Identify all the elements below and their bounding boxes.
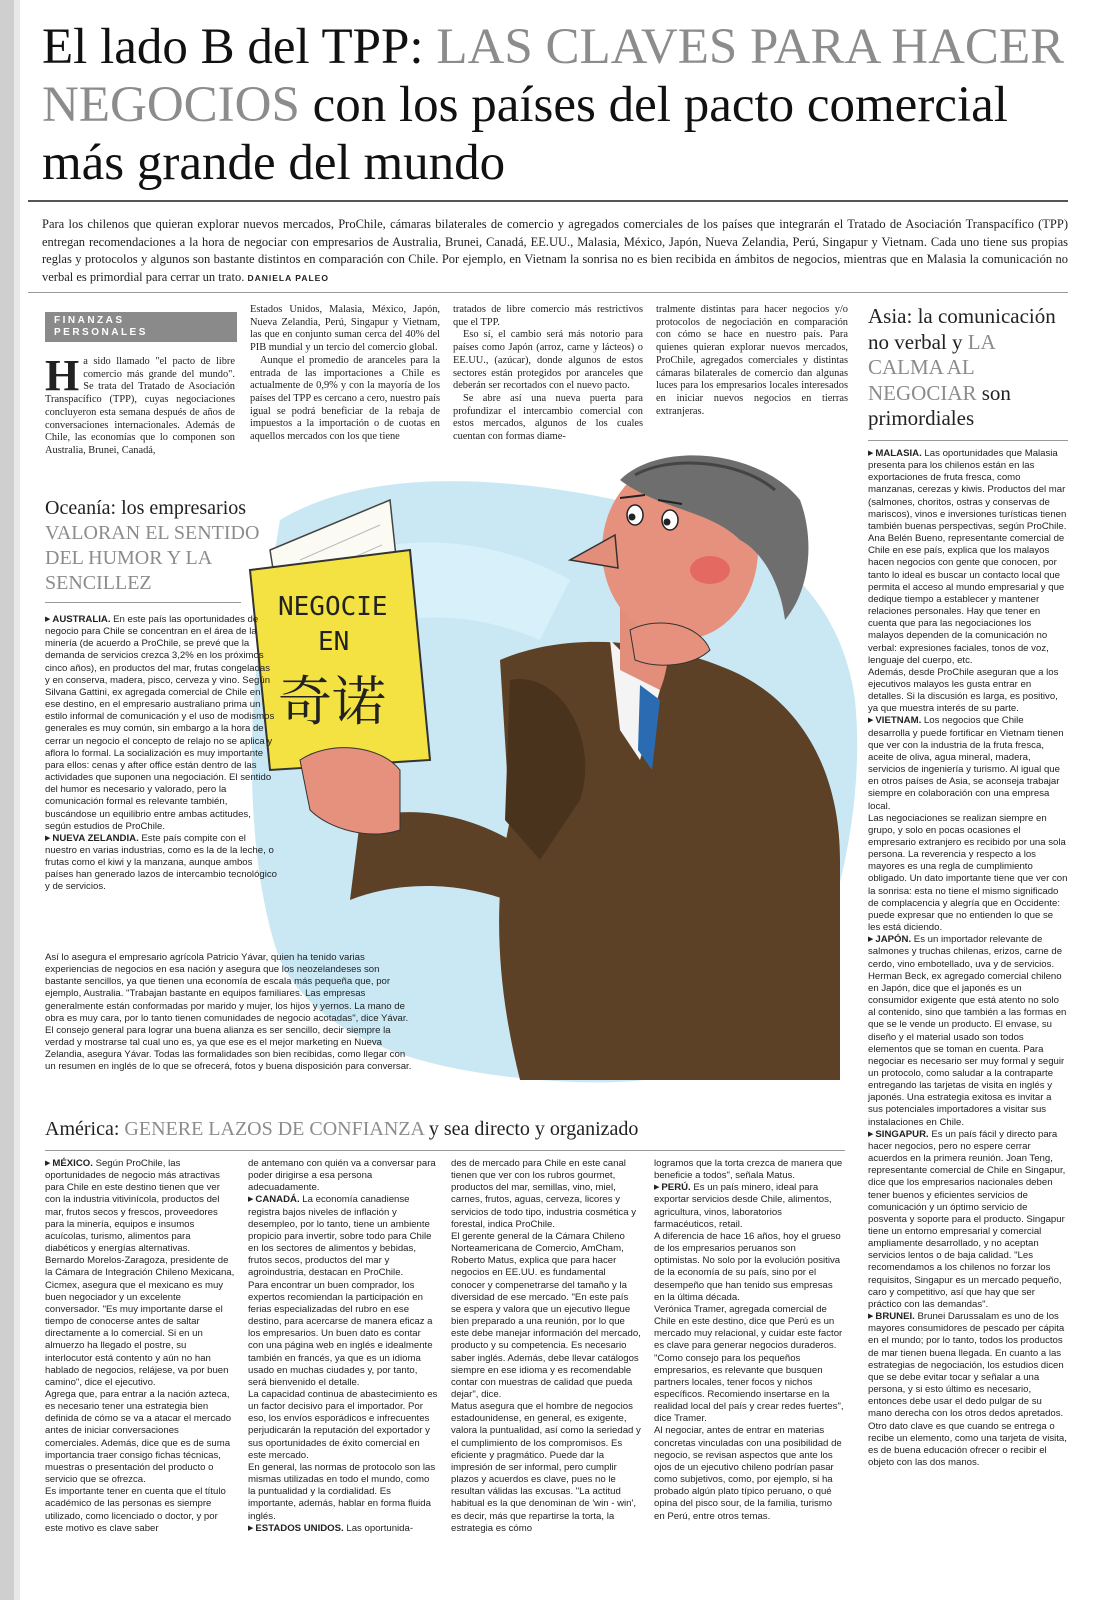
oceania-body <box>45 614 277 894</box>
asia-title <box>868 304 1068 432</box>
america-title-part1: América: <box>45 1118 125 1140</box>
intro-col1-text: a sido llamado "el pacto de libre comercio más grande del mundo". Se trata del Tratado de Asociación Transpacífico (TPP), cuyas negociaciones concluyeron esta semana después de años de conversaciones internacionales. Además de Chile, las economías que lo componen son Australia, Brunei, Canadá, <box>45 356 235 456</box>
headline-rule <box>28 200 1068 202</box>
headline <box>42 18 1082 192</box>
headline-part3: con los países del pacto comercial más grande del mundo <box>42 77 1008 191</box>
malasia-text: Las oportunidades que Malasia presenta para los chilenos están en las exportaciones de fruta fresca, como manzanas, cerezas y kiwis. Productos del mar (salmones, choritos, ostras y conservas de mariscos), vinos e inversiones turísticas tienen también buenas perspectivas, según ProChile. <box>868 448 1067 532</box>
eeuu-text: Las oportunida- <box>343 1522 414 1534</box>
nz-label: NUEVA ZELANDIA. <box>52 832 139 844</box>
bullet-icon: ▶ <box>868 717 874 725</box>
japon-text: Es un importador relevante de salmones y truchas chilenas, erizos, carne de cerdo, vino embotellado, uva y de servicios. Herman Beck, ex agregado comercial chileno en Japón, dice que el japonés es un consumidor exigente que está atento no solo al contenido, sino que también a las formas en que se le vende un producto. El envase, su diseño y el material usado son todos elementos que se toman en cuenta. Para negociar es necesario ser muy formal y seguir un protocolo, como saludar a la contraparte entregando las tarjetas de visita en inglés y japonés. Una estrategia exitosa es invitar a sus potenciales importadores a visitar sus instalaciones en Chile. <box>868 934 1067 1128</box>
intro-col3-p3: Se abre así una nueva puerta para profundizar el intercambio comercial con estos mercados, algunos de los cuales cuentan con formas diame- <box>453 392 643 443</box>
mexico-p4: Es importante tener en cuenta que el título académico de las personas es siempre utilizado, como licenciado o doctor, y por este motivo es clave saber <box>45 1486 226 1534</box>
bullet-icon: ▶ <box>868 450 874 457</box>
intro-col2-p1: Estados Unidos, Malasia, México, Japón, Nueva Zelandia, Perú, Singapur y Vietnam, las que en conjunto suman cerca del 40% del PIB mundial y un tercio del comercio global. <box>250 304 440 354</box>
asia-title-part1: Asia: la comunicación no verbal y <box>868 304 1056 354</box>
section-tag-line1: FINANZAS <box>54 315 125 326</box>
america-title-part3: y sea directo y organizado <box>423 1118 639 1140</box>
bullet-icon: ▶ <box>868 936 874 944</box>
canada-label: CANADÁ. <box>255 1194 300 1206</box>
headline-part2: LAS CLAVES PARA HACER NEGOCIOS <box>42 19 1065 133</box>
sign-line-3: 奇诺 <box>278 670 386 733</box>
oceania-title-part1: Oceanía: los empresarios <box>45 497 247 519</box>
peru-label: PERÚ. <box>661 1182 691 1194</box>
oceania-title <box>45 496 285 596</box>
canada-p4: En general, las normas de protocolo son las mismas utilizadas en todo el mundo, como la puntualidad y la cordialidad. Es importante, además, hablar en forma fluida inglés. <box>248 1461 436 1522</box>
japon-label: JAPÓN. <box>875 934 912 946</box>
malasia-p3: Además, desde ProChile aseguran que a los ejecutivos malayos les gusta entrar en detalles. Si la discusión es larga, es positivo, ya que muestra interés de su parte. <box>868 666 1059 715</box>
america-title <box>45 1116 855 1142</box>
brunei-label: BRUNEI. <box>875 1311 915 1323</box>
peru-text: Es un país minero, ideal para exportar servicios desde Chile, alimentos, agricultura, vinos, laboratorios farmacéuticos, retail. <box>654 1182 832 1230</box>
intro-col3-p1: tratados de libre comercio más restrictivos que el TPP. <box>453 304 643 328</box>
nz-p2: Así lo asegura el empresario agrícola Patricio Yávar, quien ha tenido varias experiencias de negocios en esa nación y asegura que los neozelandeses son bastante sencillos, ya que tienen una economía de escala más pequeña que, por ejemplo, Australia. "Trabajan bastante en equipos familiares. Las empresas generalmente están conformadas por marido y mujer, los hijos y yernos. La mano de obra es muy cara, por lo tanto tienen comunidades de negocio acotadas", dice Yávar. <box>45 952 409 1024</box>
intro-col-1 <box>45 351 235 458</box>
deck-rule <box>28 292 1068 293</box>
nz-text: Este país compite con el nuestro en varias industrias, como es la de la leche, o frutas como el kiwi y la manzana, aunque ambos países han generado lazos de intercambio tecnológico y de servicios. <box>45 832 278 893</box>
left-margin-bar-inner <box>14 0 20 1600</box>
intro-col3-p2: Eso sí, el cambio será más notorio para países como Japón (arroz, carne y lácteos) o EE.UU., (azúcar), donde algunos de estos sectores están protegidos por aranceles que deberán ser recortados con el nuevo pacto. <box>453 329 643 392</box>
america-col-1 <box>45 1158 235 1535</box>
intro-col-4 <box>656 304 848 418</box>
deck <box>42 216 1068 287</box>
intro-col-2 <box>250 304 440 444</box>
deck-text: Para los chilenos que quieran explorar nuevos mercados, ProChile, cámaras bilaterales de comercio y agregados comerciales de los países que integrarán el Tratado de Asociación Transpacífico (TPP) entregan recomendaciones a la hora de negociar con empresarios de Australia, Brunei, Canadá, EE.UU., Malasia, México, Japón, Nueva Zelandia, Perú, Singapur y Vietnam. Cada uno tiene sus propias reglas y protocolos y algunos son bastante distintos en comparación con Chile. Por ejemplo, en Vietnam la sonrisa no es bien recibida en ámbitos de negocios, mientras que en Malasia la comunicación no verbal es primordial para cerrar un trato. <box>42 217 1068 284</box>
dropcap: H <box>45 351 80 400</box>
peru-p3: Verónica Tramer, agregada comercial de Chile en este destino, dice que Perú es un mercado muy relacional, y cuidar este factor es clave para generar negocios duraderos. "Como consejo para los pequeños empresarios, es relevante que busquen partners locales, tener focos y nichos específicos. Recomiendo insertarse en la realidad local del país y crear redes fuertes", dice Tramer. <box>654 1303 844 1425</box>
asia-body <box>868 448 1068 1469</box>
australia-label: AUSTRALIA. <box>52 614 111 625</box>
left-margin-bar <box>0 0 14 1600</box>
eeuu-label: ESTADOS UNIDOS. <box>255 1522 344 1534</box>
america-col3-p3: Matus asegura que el hombre de negocios estadounidense, en general, es exigente, valora la puntualidad, así como la seriedad y el cumplimiento de los compromisos. Es eficiente y pragmático. Puede dar la impresión de ser informal, pero cumplir plazos y acuerdos es clave, pues no le resultan válidas las excusas. "La actitud habitual es la que denominan de 'win - win', es decir, más que repartirse la torta, la estrategia es cómo <box>451 1401 641 1534</box>
asia-title-part2: LA CALMA AL NEGOCIAR <box>868 329 995 405</box>
bullet-icon: ▶ <box>868 1313 874 1321</box>
intro-col4-p1: tralmente distintas para hacer negocios y/o protocolos de negociación en comparación con cómo se hace en nuestro país. Para quienes quieran explorar nuevos mercados, ProChile, agregados comerciales y distintas cámaras bilaterales de comercio dan algunas luces para los empresarios locales interesados en iniciar nuevos negocios en tierras extranjeras. <box>656 304 848 417</box>
america-col3-p1: des de mercado para Chile en este canal tienen que ver con los rubros gourmet, productos del mar, semillas, vino, miel, carnes, frutos, aguas, cerveza, licores y servicios de todo tipo, industria cosmética y forestal, indica ProChile. <box>451 1158 637 1230</box>
asia-rule <box>868 440 1068 441</box>
vietnam-p2: Las negociaciones se realizan siempre en grupo, y solo en pocas ocasiones el empresario extranjero es recibido por una sola persona. La reverencia y respecto a los mayores es una regla de cumplimiento obligado. Un dato importante tiene que ver con la sonrisa: esta no tiene el mismo significado de complacencia y alegría que en Occidente: puede expresar que no entienden lo que se les está diciendo. <box>868 812 1068 934</box>
asia-title-part3: son primordiales <box>868 380 1011 430</box>
bullet-icon: ▶ <box>248 1196 254 1204</box>
america-col-2 <box>248 1158 438 1535</box>
canada-p2: Para encontrar un buen comprador, los expertos recomiendan la participación en ferias especializadas del rubro en ese destino, para acercarse de manera eficaz a los empresarios. Un buen dato es contar con una página web en inglés e idealmente también en francés, ya que es un idioma usado en muchas ciudades y, por tanto, será bienvenido el detalle. <box>248 1279 433 1388</box>
sign-line-1: NEGOCIE <box>278 592 388 622</box>
singapur-label: SINGAPUR. <box>875 1128 929 1140</box>
intro-col-3 <box>453 304 643 444</box>
america-col-4 <box>654 1158 844 1523</box>
bullet-icon: ▶ <box>45 1160 51 1167</box>
sign-line-2: EN <box>318 627 350 657</box>
america-col4-p1: logramos que la torta crezca de manera que beneficie a todos", señala Matus. <box>654 1158 843 1182</box>
nz-p3: El consejo general para lograr una buena alianza es ser sencillo, decir siempre la verdad y mostrarse tal cual uno es, ya que ese es el mejor marketing en Nueva Zelandia, asegura Yávar. Todas las formalidades son bien recibidas, como llegar con un resumen en inglés de lo que se ofrecerá, fotos y buena disposición para conversar. <box>45 1024 412 1073</box>
america-title-part2: GENERE LAZOS DE CONFIANZA <box>124 1118 424 1140</box>
byline: DANIELA PALEO <box>247 272 329 283</box>
canada-p3: La capacidad continua de abastecimiento es un factor decisivo para el importador. Por eso, los envíos esporádicos e infrecuentes perjudicarán la reputación del exportador y sus oportunidades de éxito comercial en este mercado. <box>248 1388 438 1461</box>
mexico-label: MÉXICO. <box>52 1158 93 1169</box>
oceania-body-wide <box>45 952 415 1074</box>
brunei-text: Brunei Darussalam es uno de los mayores consumidores de pescado per cápita en el mundo; por lo tanto, todos los productos de mar tienen buena llegada. En cuanto a las estrategias de negociación, los estudios dicen que se debe evitar tocar y señalar a una persona, y si esto último es necesario, entonces debe usar el dedo pulgar de su mano derecha con los otros dedos apretados. Otro dato clave es que cuando se entrega o recibe un elemento, como una tarjeta de visita, es de buena educación ofrecer o recibir el objeto con las dos manos. <box>868 1311 1067 1468</box>
peru-p2: A diferencia de hace 16 años, hoy el grueso de los empresarios peruanos son optimistas. No solo por la evolución positiva de la economía de su país, sino por el desempeño que han tenido sus empresas en la última década. <box>654 1230 841 1303</box>
bullet-icon: ▶ <box>248 1524 254 1532</box>
america-rule <box>45 1150 845 1151</box>
mexico-p3: Agrega que, para entrar a la nación azteca, es necesario tener una estrategia bien definida de cómo se va a atacar el mercado antes de iniciar conversaciones comerciales. Además, dice que es de suma importancia traer consigo fichas técnicas, muestras o presentación del producto o servicio que se ofrezca. <box>45 1388 232 1486</box>
malasia-p2: Ana Belén Bueno, representante comercial de Chile en ese país, explica que los malayos hacen negocios con gente que conocen, por tanto lo ideal es buscar un contacto local que permita el acceso al mundo empresarial y que dedique tiempo a establecer y mantener relaciones personales. Hay que tener en cuenta que para las negociaciones los malayos dependen de la comunicación no verbal: expresiones faciales, tonos de voz, lenguaje del cuerpo, etc. <box>868 533 1065 666</box>
peru-p4: Al negociar, antes de entrar en materias concretas vinculadas con una posibilidad de negocio, se revisan aspectos que ante los ojos de un ejecutivo chileno podrían pasar como subjetivos, como, por ejemplo, si ha probado algún plato típico peruano, o qué opina del pisco sour, de la familia, turismo en Perú, entre otros temas. <box>654 1425 842 1522</box>
america-col2-p1: de antemano con quién va a conversar para poder dirigirse a esa persona adecuadamente. <box>248 1158 436 1194</box>
oceania-title-part2: VALORAN EL SENTIDO DEL HUMOR Y LA SENCILLEZ <box>45 522 260 594</box>
mexico-p2: Bernardo Morelos-Zaragoza, presidente de la Cámara de Integración Chileno Mexicana, Cicmex, asegura que el mexicano es muy buen negociador y un excelente conversador. "Es muy importante darse el tiempo de conocerse antes de saltar directamente a lo comercial. Si en un almuerzo ha llegado el postre, su interlocutor está contento y aún no han hablado de negocios, relájese, va por buen camino", dice el ejecutivo. <box>45 1255 235 1388</box>
mexico-text: Según ProChile, las oportunidades de negocio más atractivas para Chile en este destino tienen que ver con la industria vitivinícola, productos del mar, frutos secos y frescos, proveedores para la minería, equipos e insumos acuícolas, turismo, alimentos para diabéticos y energías alternativas. <box>45 1158 220 1255</box>
america-col-3 <box>451 1158 641 1535</box>
bullet-icon: ▶ <box>45 616 51 623</box>
malasia-label: MALASIA. <box>875 448 922 459</box>
intro-col2-p2: Aunque el promedio de aranceles para la entrada de las importaciones a Chile es actualmente de 0,9% y con la mayoría de los países del TPP es cercano a cero, nuestro país igual se podrá beneficiar de la rebaja de impuestos a la importación o de cuotas en aquellos mercados con los que tiene <box>250 354 440 443</box>
headline-part1: El lado B del TPP: <box>42 19 437 75</box>
singapur-text: Es un país fácil y directo para hacer negocios, pero no espere cerrar acuerdos en la primera reunión. Joan Teng, representante comercial de Chile en Singapur, dice que los empresarios nacionales deben tener buenos y eficientes servicios de comunicación y un óptimo servicio de posventa y soporte para el producto. Singapur tiene un entorno empresarial y comercial ampliamente desarrollado, y no aceptan servicios lentos o de baja calidad. "Les recomendamos a los chilenos no forzar los requisitos, Singapur es un mercado pequeño, caro y competitivo, así que hay que ser práctico con las demandas". <box>868 1128 1066 1310</box>
australia-text: En este país las oportunidades de negocio para Chile se concentran en el área de la minería (de acuerdo a ProChile, se prevé que la demanda de servicios crezca 3,2% en los próximos cinco años), en productos del mar, frutas congeladas y en conserva, madera, pisco, cerveza y vino. Según Silvana Gattini, ex agregada comercial de Chile en ese destino, en el empresario australiano prima un estilo informal de comunicación y el uso de modismos generales es muy común, sin embargo a la hora de cerrar un negocio el concepto de relajo no se aplica y aflora lo formal. La socialización es muy importante para ellos: cenas y after office están dentro de las actividades que suponen una negociación. El sentido del humor es necesario y valorado, pero la comunicación formal es relevante también, buscándose un equilibrio entre ambas actitudes, según estudios de ProChile. <box>45 614 275 832</box>
vietnam-label: VIETNAM. <box>875 715 922 727</box>
bullet-icon: ▶ <box>654 1184 660 1192</box>
america-col3-p2: El gerente general de la Cámara Chileno Norteamericana de Comercio, AmCham, Roberto Matus, explica que para hacer negocios en EE.UU. es fundamental conocer y compenetrarse del tamaño y la diversidad de ese mercado. "En este país se espera y valora que un ejecutivo llegue bien preparado a una reunión, por lo que este debe manejar información del mercado, producto y su competencia. Es necesario saber inglés. Además, debe llevar catálogos siempre en ese idioma y es recomendable contar con muestras de calidad que pueda dejar", dice. <box>451 1230 641 1400</box>
section-tag <box>45 312 237 342</box>
oceania-rule <box>45 602 241 603</box>
bullet-icon: ▶ <box>868 1130 874 1138</box>
canada-text: La economía canadiense registra bajos niveles de inflación y desempleo, por lo tanto, tiene un ambiente propicio para invertir, sobre todo para Chile en los sectores de alimentos y bebidas, frutos secos, productos del mar y agroindustria, destacan en ProChile. <box>248 1194 432 1279</box>
vietnam-text: Los negocios que Chile desarrolla y puede fortificar en Vietnam tienen que ver con la industria de la fruta fresca, aceite de oliva, agua mineral, madera, servicios de ingeniería y turismo. Al igual que en otros países de Asia, se aconseja trabajar siempre en colaboración con una empresa local. <box>868 715 1064 812</box>
bullet-icon: ▶ <box>45 834 51 842</box>
section-tag-line2: PERSONALES <box>54 327 148 338</box>
